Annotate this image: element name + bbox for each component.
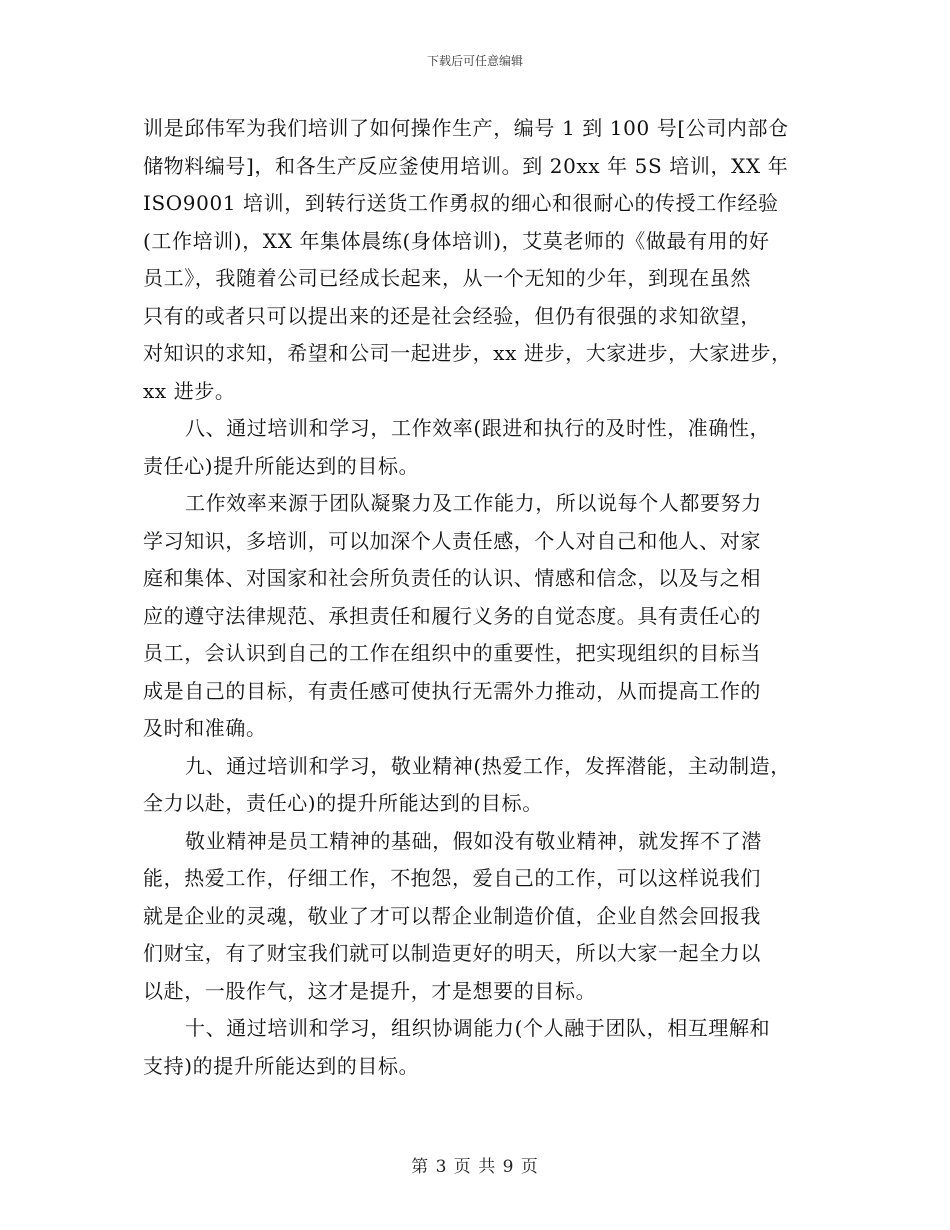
text-line: 及时和准确。	[143, 716, 267, 740]
text-line: 以赴，一股作气，这才是提升，才是想要的目标。	[143, 978, 597, 1003]
text-line: 储物料编号]，和各生产反应釜使用培训。到 20xx 年 5S 培训，XX 年	[143, 153, 789, 178]
page-header: 下载后可任意编辑	[426, 54, 523, 68]
paragraph-start: 敬业精神是员工精神的基础，假如没有敬业精神，就发挥不了潜	[185, 828, 762, 853]
section-heading-9: 九、通过培训和学习，敬业精神(热爱工作，发挥潜能，主动制造，	[185, 753, 791, 778]
text-line: 学习知识，多培训，可以加深个人责任感，个人对自己和他人、对家	[143, 528, 761, 553]
text-line: 员工》，我随着公司已经成长起来，从一个无知的少年，到现在虽然	[143, 266, 751, 290]
paragraph-start: 工作效率来源于团队凝聚力及工作能力，所以说每个人都要努力	[185, 491, 762, 515]
text-line: xx 进步。	[143, 378, 236, 403]
text-line: 就是企业的灵魂，敬业了才可以帮企业制造价值，企业自然会回报我	[143, 903, 761, 928]
text-line: 能，热爱工作，仔细工作，不抱怨，爱自己的工作，可以这样说我们	[143, 866, 761, 890]
text-line: 只有的或者只可以提出来的还是社会经验，但仍有很强的求知欲望，	[143, 303, 761, 328]
text-line: 们财宝，有了财宝我们就可以制造更好的明天，所以大家一起全力以	[143, 941, 761, 965]
text-line: 全力以赴，责任心)的提升所能达到的目标。	[143, 791, 543, 815]
text-line: 庭和集体、对国家和社会所负责任的认识、情感和信念，以及与之相	[143, 566, 761, 590]
page-footer: 第 3 页 共 9 页	[411, 1157, 539, 1177]
section-heading-8: 八、通过培训和学习，工作效率(跟进和执行的及时性，准确性，	[185, 416, 771, 440]
text-line: 成是自己的目标，有责任感可使执行无需外力推动，从而提高工作的	[143, 678, 761, 703]
text-line: 员工，会认识到自己的工作在组织中的重要性，把实现组织的目标当	[143, 641, 761, 665]
text-line: 训是邱伟军为我们培训了如何操作生产，编号 1 到 100 号[公司内部仓	[143, 116, 789, 140]
text-line: (工作培训)，XX 年集体晨练(身体培训)，艾莫老师的《做最有用的好	[143, 228, 770, 253]
text-line: 责任心)提升所能达到的目标。	[143, 453, 420, 478]
text-line: ISO9001 培训，到转行送货工作勇叔的细心和很耐心的传授工作经验	[143, 191, 779, 215]
text-line: 应的遵守法律规范、承担责任和履行义务的自觉态度。具有责任心的	[143, 603, 761, 628]
text-line: 支持)的提升所能达到的目标。	[143, 1053, 420, 1078]
section-heading-10: 十、通过培训和学习，组织协调能力(个人融于团队，相互理解和	[185, 1016, 771, 1040]
text-line: 对知识的求知，希望和公司一起进步，xx 进步，大家进步，大家进步，	[143, 341, 792, 365]
document-body	[143, 110, 833, 1085]
